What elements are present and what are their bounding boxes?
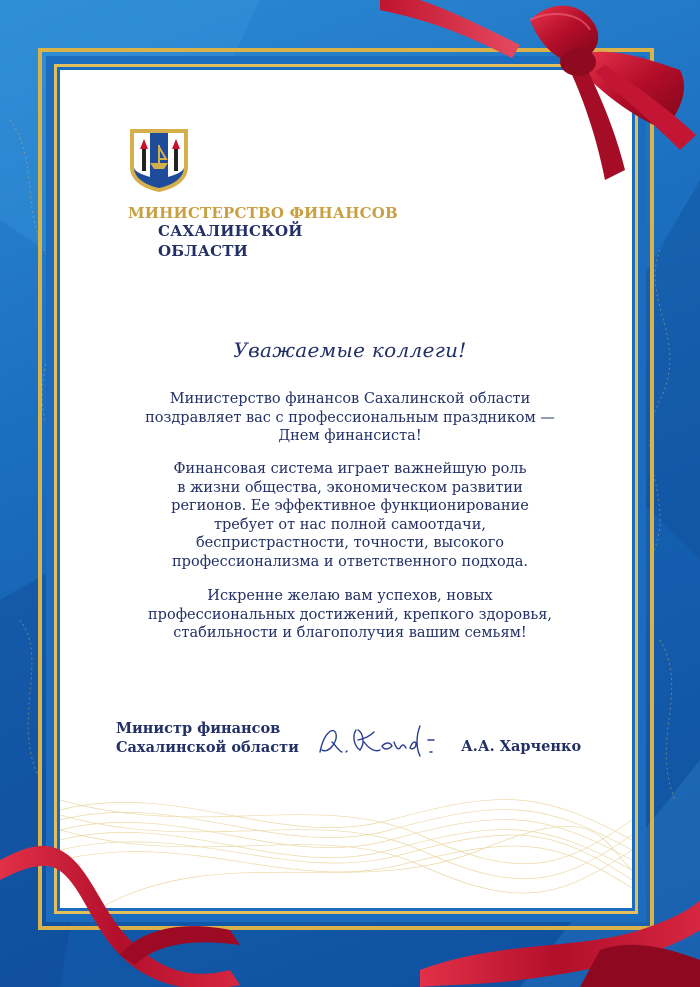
text-line: Финансовая система играет важнейшую роль <box>173 461 527 477</box>
text-line: в жизни общества, экономическом развитии <box>177 479 523 496</box>
text-line: Министерство финансов Сахалинской области <box>169 391 531 407</box>
text-line: Искренне желаю вам успехов, новых <box>207 588 493 604</box>
red-ribbon-bow <box>380 0 700 190</box>
ministry-name-line-3: ОБЛАСТИ <box>158 242 249 260</box>
signatory-title-line-1: Министр финансов <box>116 720 281 737</box>
red-ribbon-bottom <box>0 820 700 987</box>
paragraph-financial-system <box>0 460 700 571</box>
text-line: поздравляет вас с профессиональным праздником — <box>145 409 555 426</box>
text-line: профессионализма и ответственного подхода. <box>172 553 528 570</box>
text-line: беспристрастности, точности, высокого <box>195 535 505 551</box>
signatory-title-line-2: Сахалинской области <box>116 738 299 756</box>
signatory-name: А.А. Харченко <box>461 738 582 755</box>
ministry-name-line-2: САХАЛИНСКОЙ <box>158 222 303 240</box>
text-line: профессиональных достижений, крепкого здоровья, <box>148 606 552 623</box>
text-line: стабильности и благополучия вашим семьям! <box>173 625 527 641</box>
paragraph-wishes <box>0 587 700 643</box>
text-line: регионов. Ее эффективное функционирование <box>171 498 529 514</box>
handwritten-signature <box>312 712 452 768</box>
signatory-title <box>116 720 299 757</box>
greeting-heading: Уважаемые коллеги! <box>233 338 467 362</box>
paragraph-congratulation <box>0 390 700 446</box>
sakhalin-coat-of-arms <box>128 127 190 193</box>
ministry-name-line-1: МИНИСТЕРСТВО ФИНАНСОВ <box>128 204 398 222</box>
text-line: требует от нас полной самоотдачи, <box>214 516 486 533</box>
text-line: Днем финансиста! <box>278 428 422 444</box>
